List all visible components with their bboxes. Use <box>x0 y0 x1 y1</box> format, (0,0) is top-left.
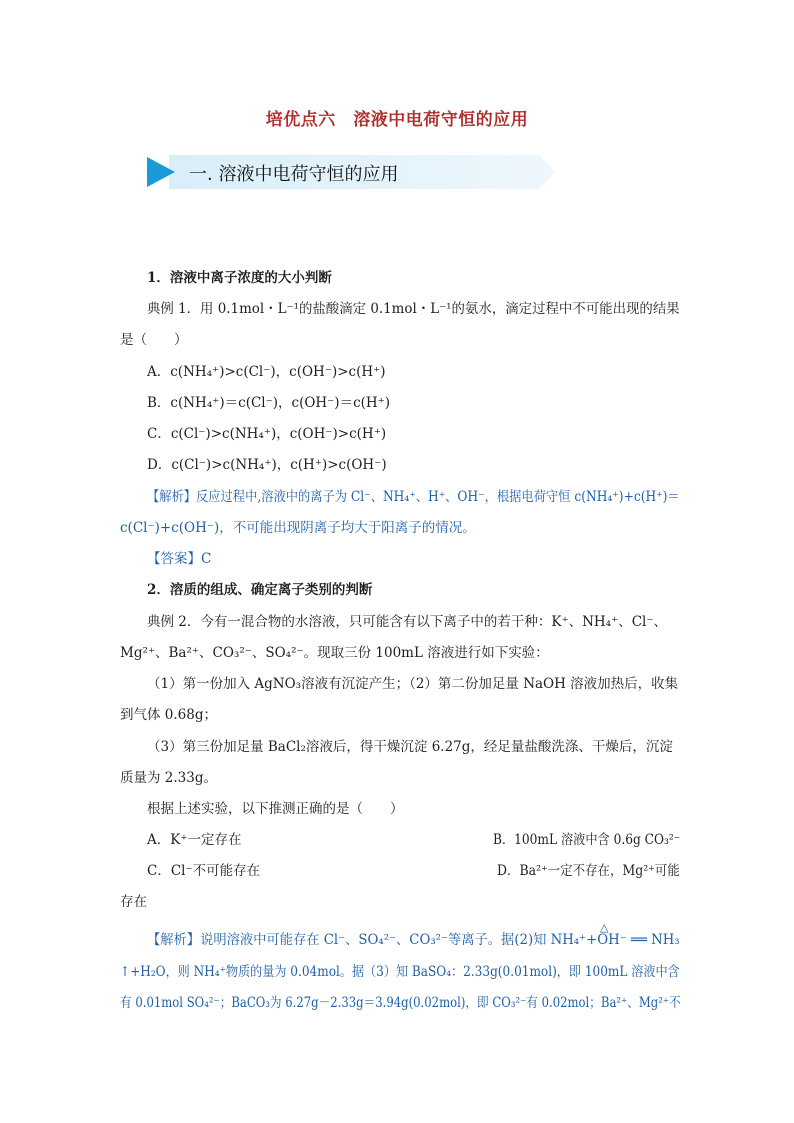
topic1-analysis-line1: 【解析】反应过程中,溶液中的离子为 Cl⁻、NH₄⁺、H⁺、OH⁻，根据电荷守恒 c(NH₄⁺)+c(H⁺)＝ <box>147 489 680 505</box>
section-banner-label: 一. 溶液中电荷守恒的应用 <box>189 164 399 185</box>
topic2-ask: 根据上述实验，以下推测正确的是（ ） <box>147 801 404 817</box>
topic2-option-c: C．Cl⁻不可能存在 <box>147 863 261 879</box>
topic1-answer: 【答案】C <box>147 551 212 567</box>
topic2-option-d-continued: 存在 <box>120 894 147 910</box>
topic1-option-a: A．c(NH₄⁺)>c(Cl⁻)，c(OH⁻)>c(H⁺) <box>147 364 386 380</box>
section-banner <box>147 155 557 189</box>
topic1-analysis-line2: c(Cl⁻)+c(OH⁻)，不可能出现阴离子均大于阳离子的情况。 <box>120 520 476 536</box>
topic1-option-c: C．c(Cl⁻)>c(NH₄⁺)，c(OH⁻)>c(H⁺) <box>147 426 387 442</box>
topic2-question-line1: 典例 2．今有一混合物的水溶液，只可能含有以下离子中的若干种：K⁺、NH₄⁺、Cl⁻、 <box>147 614 667 630</box>
topic2-experiment-line1: （1）第一份加入 AgNO₃溶液有沉淀产生；（2）第二份加足量 NaOH 溶液加热后，收集 <box>147 676 679 692</box>
topic2-experiment-line2: 到气体 0.68g； <box>120 707 217 723</box>
topic1-option-d: D．c(Cl⁻)>c(NH₄⁺)，c(H⁺)>c(OH⁻) <box>147 457 387 473</box>
topic2-experiment-line4: 质量为 2.33g。 <box>120 770 217 786</box>
topic1-question-line1: 典例 1．用 0.1mol・L⁻¹的盐酸滴定 0.1mol・L⁻¹的氨水，滴定过程中不可能出现的结果 <box>147 301 680 317</box>
topic1-option-b: B．c(NH₄⁺)＝c(Cl⁻)，c(OH⁻)＝c(H⁺) <box>147 395 391 411</box>
topic2-question-line2: Mg²⁺、Ba²⁺、CO₃²⁻、SO₄²⁻。现取三份 100mL 溶液进行如下实验： <box>120 645 549 661</box>
heat-symbol: △ <box>600 921 609 934</box>
topic2-option-b: B．100mL 溶液中含 0.6g CO₃²⁻ <box>493 832 681 848</box>
topic1-question-line2: 是（ ） <box>120 332 188 348</box>
topic1-heading: 1．溶液中离子浓度的大小判断 <box>147 270 332 286</box>
topic2-analysis-line3: 有 0.01mol SO₄²⁻；BaCO₃为 6.27g－2.33g＝3.94g(0.02mol)，即 CO₃²⁻有 0.02mol；Ba²⁺、Mg²⁺不 <box>120 995 681 1011</box>
topic2-option-a: A．K⁺一定存在 <box>147 832 242 848</box>
topic2-heading: 2．溶质的组成、确定离子类别的判断 <box>147 582 373 598</box>
topic2-analysis-line1: 【解析】说明溶液中可能存在 Cl⁻、SO₄²⁻、CO₃²⁻等离子。据(2)知 NH₄⁺+OH⁻ ══ NH₃ <box>147 932 680 948</box>
topic2-experiment-line3: （3）第三份加足量 BaCl₂溶液后，得干燥沉淀 6.27g，经足量盐酸洗涤、干燥后，沉淀 <box>147 739 673 755</box>
topic2-option-d: D．Ba²⁺一定不存在，Mg²⁺可能 <box>497 863 680 879</box>
page-title: 培优点六 溶液中电荷守恒的应用 <box>265 110 529 130</box>
topic2-analysis-line2: ↑+H₂O，则 NH₄⁺物质的量为 0.04mol。据（3）知 BaSO₄：2.33g(0.01mol)，即 100mL 溶液中含 <box>120 964 680 980</box>
